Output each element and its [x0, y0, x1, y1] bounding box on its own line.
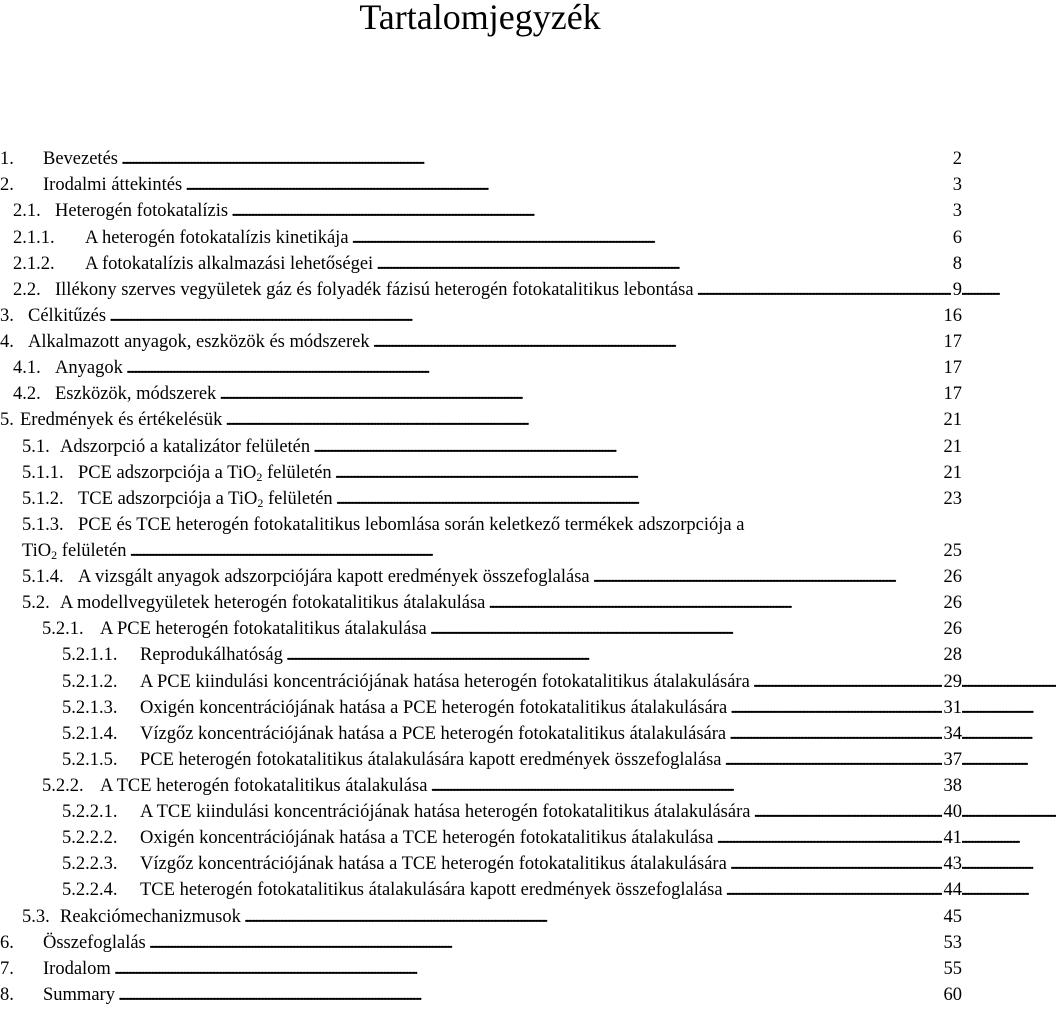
toc-dot-leader: [336, 488, 940, 510]
toc-entry-number: 4.: [0, 332, 14, 352]
toc-entry-page: 38: [943, 776, 962, 796]
toc-entry-number: 2.1.2.: [13, 254, 55, 274]
toc-dot-leader: [373, 331, 940, 353]
toc-dot-leader: [716, 827, 939, 849]
toc-dot-leader: [488, 592, 939, 614]
toc-entry-label: Eredmények és értékelésük: [20, 410, 223, 430]
toc-entry-page: 60: [943, 985, 962, 1005]
toc-entry-page: 9: [952, 280, 962, 300]
toc-entry-page: 23: [943, 489, 962, 509]
toc-entry-4-2[interactable]: [0, 383, 962, 405]
toc-entry-label: Irodalmi áttekintés: [43, 175, 183, 195]
toc-entry-page: 25: [943, 541, 962, 561]
toc-dot-leader: [430, 775, 939, 797]
toc-entry-page: 16: [943, 306, 962, 326]
toc-entry-2-1-1[interactable]: [0, 227, 962, 249]
toc-entry-2-2[interactable]: [0, 279, 962, 301]
toc-dot-leader: [109, 305, 939, 327]
toc-entry-label: Oxigén koncentrációjának hatása a TCE heterogén fotokatalitikus átalakulása: [140, 828, 714, 848]
toc-entry-5-2-2-3[interactable]: [0, 853, 962, 875]
toc-dot-leader: [231, 200, 949, 222]
toc-entry-number: 5.2.2.: [42, 776, 84, 796]
toc-entry-number: 5.2.2.4.: [62, 880, 118, 900]
toc-dot-leader: [376, 253, 949, 275]
page-title: Tartalomjegyzék: [359, 0, 601, 37]
toc-entry-5-1[interactable]: [0, 436, 962, 458]
toc-entry-page: 21: [943, 437, 962, 457]
toc-entry-page: 28: [943, 645, 962, 665]
toc-entry-8[interactable]: [0, 984, 962, 1006]
toc-entry-label: Reprodukálhatóság: [140, 645, 283, 665]
toc-dot-leader: [149, 932, 940, 954]
toc-entry-page: 21: [943, 410, 962, 430]
toc-entry-number: 2.1.1.: [13, 228, 55, 248]
toc-entry-page: 26: [943, 567, 962, 587]
toc-entry-label: Alkalmazott anyagok, eszközök és módszerek: [28, 332, 370, 352]
toc-entry-number: 5.2.1.3.: [62, 698, 118, 718]
toc-entry-2[interactable]: [0, 174, 962, 196]
toc-entry-number: 5.2.2.1.: [62, 802, 118, 822]
toc-dot-leader: [730, 697, 939, 719]
toc-entry-label: Vízgőz koncentrációjának hatása a PCE heterogén fotokatalitikus átalakulására: [140, 724, 727, 744]
toc-entry-label: Vízgőz koncentrációjának hatása a TCE heterogén fotokatalitikus átalakulására: [140, 854, 727, 874]
toc-entry-label: Adszorpció a katalizátor felületén: [60, 437, 311, 457]
toc-entry-page: 17: [943, 358, 962, 378]
toc-entry-number: 5.2.1.4.: [62, 724, 118, 744]
toc-entry-label: PCE heterogén fotokatalitikus átalakulására kapott eredmények összefoglalása: [140, 750, 722, 770]
toc-entry-number: 8.: [0, 985, 14, 1005]
toc-dot-leader: [725, 749, 940, 771]
toc-entry-number: 1.: [0, 149, 14, 169]
toc-entry-page: 34: [943, 724, 962, 744]
toc-dot-leader: [753, 671, 940, 693]
toc-dot-leader: [726, 879, 940, 901]
toc-entry-page: 8: [952, 254, 962, 274]
toc-entry-label: PCE adszorpciója a TiO$_2$ felületén: [78, 463, 332, 484]
toc-entry-5-2-1-3[interactable]: [0, 697, 962, 719]
toc-entry-number: 5.1.2.: [22, 489, 64, 509]
toc-entry-label: A TCE heterogén fotokatalitikus átalakulása: [100, 776, 428, 796]
toc-entry-page: 29: [943, 672, 962, 692]
toc-entry-5-2-1[interactable]: [0, 618, 962, 640]
toc-entry-number: 5.2.2.3.: [62, 854, 118, 874]
toc-entry-label: PCE és TCE heterogén fotokatalitikus lebomlása során keletkező termékek adszorpciója a: [78, 515, 745, 535]
toc-entry-5-2-1-5[interactable]: [0, 749, 962, 771]
toc-entry-page: 31: [943, 698, 962, 718]
toc-entry-7[interactable]: [0, 958, 962, 980]
toc-dot-leader: [753, 801, 939, 823]
toc-entry-label: TCE adszorpciója a TiO$_2$ felületén: [78, 489, 333, 510]
toc-entry-label: A PCE heterogén fotokatalitikus átalakulása: [100, 619, 427, 639]
toc-entry-number: 5.2.1.1.: [62, 645, 118, 665]
toc-entry-page: 2: [952, 149, 962, 169]
toc-entry-number: 5.: [0, 410, 14, 430]
toc-dot-leader: [244, 906, 940, 928]
toc-entry-label: A vizsgált anyagok adszorpciójára kapott eredmények összefoglalása: [78, 567, 590, 587]
toc-entry-4-1[interactable]: [0, 357, 962, 379]
toc-entry-page: 3: [952, 175, 962, 195]
toc-entry-label: Summary: [43, 985, 115, 1005]
toc-entry-page: 21: [943, 463, 962, 483]
toc-entry-page: 3: [952, 201, 962, 221]
toc-dot-leader: [219, 383, 939, 405]
toc-entry-5-1-3[interactable]: [0, 514, 962, 536]
toc-entry-5-1-4[interactable]: [0, 566, 962, 588]
toc-entry-page: 44: [943, 880, 962, 900]
toc-entry-number: 5.1.4.: [22, 567, 64, 587]
toc-entry-number: 6.: [0, 933, 14, 953]
toc-entry-page: 37: [943, 750, 962, 770]
toc-dot-leader: [352, 227, 949, 249]
toc-entry-5-1-1[interactable]: [0, 462, 962, 484]
toc-entry-label: A fotokatalízis alkalmazási lehetőségei: [85, 254, 374, 274]
toc-entry-label: Irodalom: [43, 959, 111, 979]
toc-dot-leader: [225, 409, 939, 431]
toc-dot-leader: [430, 618, 940, 640]
toc-entry-label: Bevezetés: [43, 149, 118, 169]
toc-entry-2-1-2[interactable]: [0, 253, 962, 275]
toc-entry-5-2-1-2[interactable]: [0, 671, 962, 693]
toc-dot-leader: [593, 566, 940, 588]
toc-dot-leader: [126, 357, 940, 379]
toc-entry-label: Anyagok: [55, 358, 123, 378]
toc-entry-page: 53: [943, 933, 962, 953]
toc-entry-number: 5.2.2.2.: [62, 828, 118, 848]
toc-entry-label: A TCE kiindulási koncentrációjának hatása heterogén fotokatalitikus átalakulására: [140, 802, 751, 822]
toc-entry-label: Illékony szerves vegyületek gáz és folyadék fázisú heterogén fotokatalitikus lebontása: [55, 280, 694, 300]
toc-dot-leader: [185, 174, 949, 196]
toc-entry-page: 17: [943, 384, 962, 404]
toc-dot-leader: [118, 984, 940, 1006]
toc-entry-page: 45: [943, 907, 962, 927]
toc-dot-leader: [730, 853, 940, 875]
toc-entry-6[interactable]: [0, 932, 962, 954]
toc-entry-5-2-2[interactable]: [0, 775, 962, 797]
toc-entry-page: 41: [943, 828, 962, 848]
toc-entry-number: 5.2.: [22, 593, 50, 613]
toc-entry-5-1-3-cont[interactable]: [0, 540, 962, 562]
toc-entry-page: 6: [952, 228, 962, 248]
toc-entry-5-3[interactable]: [0, 906, 962, 928]
toc-entry-5-2-1-4[interactable]: [0, 723, 962, 745]
toc-entry-page: 43: [943, 854, 962, 874]
toc-entry-5[interactable]: [0, 409, 962, 431]
toc-entry-5-2-1-1[interactable]: [0, 644, 962, 666]
toc-entry-label: Célkitűzés: [28, 306, 107, 326]
toc-entry-label: Heterogén fotokatalízis: [55, 201, 229, 221]
toc-entry-label: A modellvegyületek heterogén fotokatalitikus átalakulása: [60, 593, 486, 613]
toc-entry-number: 7.: [0, 959, 14, 979]
toc-entry-number: 5.1.1.: [22, 463, 64, 483]
toc-entry-number: 5.1.: [22, 437, 50, 457]
toc-entry-5-1-2[interactable]: [0, 488, 962, 510]
toc-entry-number: 4.2.: [13, 384, 41, 404]
toc-entry-page: 26: [943, 619, 962, 639]
toc-entry-number: 5.2.1.2.: [62, 672, 118, 692]
toc-entry-number: 2.1.: [13, 201, 41, 221]
toc-entry-number: 3.: [0, 306, 14, 326]
toc-entry-label: A PCE kiindulási koncentrációjának hatása heterogén fotokatalitikus átalakulására: [140, 672, 750, 692]
toc-dot-leader: [313, 436, 939, 458]
toc-entry-1[interactable]: [0, 148, 962, 170]
toc-entry-number: 5.3.: [22, 907, 50, 927]
toc-entry-label-cont: TiO$_2$ felületén: [22, 541, 127, 562]
toc-entry-4[interactable]: [0, 331, 962, 353]
toc-entry-page: 40: [943, 802, 962, 822]
toc-entry-number: 2.2.: [13, 280, 41, 300]
toc-entry-label: Reakciómechanizmusok: [60, 907, 241, 927]
toc-entry-page: 17: [943, 332, 962, 352]
toc-entry-label: A heterogén fotokatalízis kinetikája: [85, 228, 349, 248]
toc-entry-5-2-2-1[interactable]: [0, 801, 962, 823]
toc-entry-5-2[interactable]: [0, 592, 962, 614]
toc-dot-leader: [121, 148, 949, 170]
toc-dot-leader: [729, 723, 939, 745]
toc-entry-label: Eszközök, módszerek: [55, 384, 217, 404]
toc-entry-label: TCE heterogén fotokatalitikus átalakulására kapott eredmények összefoglalása: [140, 880, 723, 900]
toc-entry-page: 26: [943, 593, 962, 613]
toc-entry-number: 2.: [0, 175, 14, 195]
toc-entry-5-2-2-4[interactable]: [0, 879, 962, 901]
toc-entry-label: Összefoglalás: [43, 933, 146, 953]
toc-dot-leader: [130, 540, 940, 562]
toc-entry-page: 55: [943, 959, 962, 979]
toc-entry-5-2-2-2[interactable]: [0, 827, 962, 849]
toc-entry-number: 5.2.1.5.: [62, 750, 118, 770]
toc-entry-2-1[interactable]: [0, 200, 962, 222]
toc-entry-label: Oxigén koncentrációjának hatása a PCE heterogén fotokatalitikus átalakulására: [140, 698, 728, 718]
toc-dot-leader: [114, 958, 940, 980]
toc-dot-leader: [286, 644, 940, 666]
toc-entry-number: 4.1.: [13, 358, 41, 378]
toc-dot-leader: [335, 462, 940, 484]
toc-entry-number: 5.2.1.: [42, 619, 84, 639]
toc-dot-leader: [697, 279, 949, 301]
toc-entry-3[interactable]: [0, 305, 962, 327]
toc-entry-number: 5.1.3.: [22, 515, 64, 535]
